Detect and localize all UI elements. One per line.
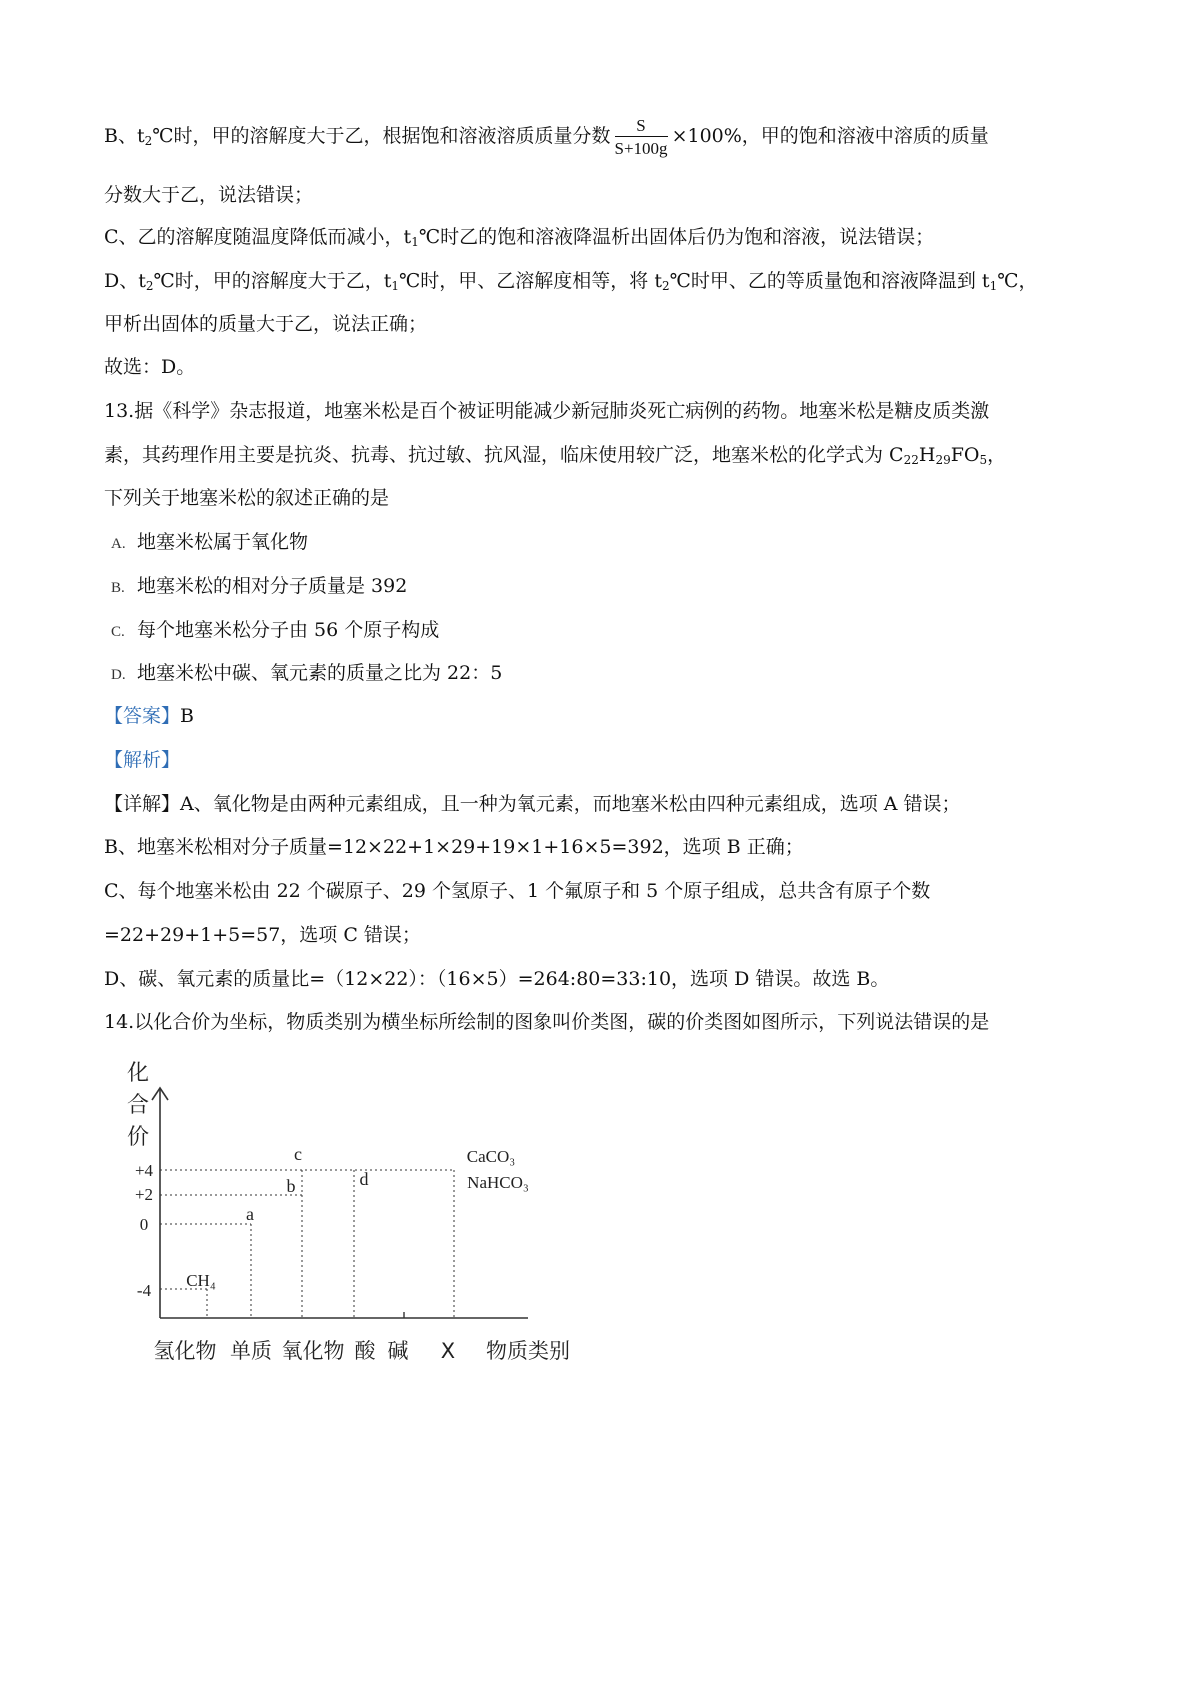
explanation-c-1: C、每个地塞米松由 22 个碳原子、29 个氢原子、1 个氟原子和 5 个原子组成，总共含有原子个数	[104, 880, 931, 902]
text: ℃时乙的饱和溶液降温析出固体后仍为饱和溶液，说法错误；	[418, 226, 935, 248]
point-label: b	[286, 1176, 296, 1196]
x-axis-label: 物质类别	[486, 1339, 570, 1363]
text: ℃时甲、乙的等质量饱和溶液降温到 t	[669, 270, 990, 292]
y-axis-label-char: 化	[126, 1061, 150, 1086]
point-label: d	[359, 1169, 369, 1189]
point-label: CaCO₃	[466, 1147, 516, 1166]
y-axis-label-char: 合	[126, 1093, 150, 1118]
subscript: 1	[989, 279, 998, 293]
subscript: 2	[144, 134, 153, 148]
option-letter: C.	[111, 624, 125, 640]
text: C、乙的溶解度随温度降低而减小，t	[104, 226, 412, 248]
point-label: CH₄	[186, 1271, 216, 1290]
text: ℃时，甲、乙溶解度相等，将 t	[399, 270, 662, 292]
x-category-label: 氢化物	[153, 1339, 217, 1363]
explanation-c-2: =22+29+1+5=57，选项 C 错误；	[104, 924, 421, 946]
subscript: 22	[903, 453, 919, 467]
x-category-label: 碱	[387, 1339, 409, 1363]
y-tick-label: +2	[134, 1185, 154, 1204]
x-category-label: 单质	[230, 1339, 272, 1363]
text: ℃时，甲的溶解度大于乙，根据饱和溶液溶质质量分数	[152, 125, 611, 147]
option-text: 每个地塞米松分子由 56 个原子构成	[137, 619, 440, 641]
explanation-d: D、碳、氧元素的质量比=（12×22）：（16×5）=264:80=33:10，选项 D 错误。故选 B。	[104, 968, 890, 990]
text: FO	[950, 444, 980, 466]
text: B、t	[104, 125, 145, 147]
subscript: 5	[979, 453, 988, 467]
y-tick-label: -4	[136, 1281, 152, 1300]
fraction-numerator: S	[615, 117, 668, 137]
point-label: NaHCO₃	[467, 1173, 529, 1192]
text: ℃，	[997, 270, 1038, 292]
analysis-line-d-cont: 甲析出固体的质量大于乙，说法正确；	[104, 313, 428, 335]
choice-line: 故选：D。	[104, 356, 196, 378]
subscript: 2	[661, 279, 670, 293]
explanation-b: B、地塞米松相对分子质量=12×22+1×29+19×1+16×5=392，选项 B 正确；	[104, 836, 804, 858]
option-letter: A.	[111, 536, 126, 552]
option-letter: D.	[111, 667, 126, 683]
analysis-line-b-cont: 分数大于乙，说法错误；	[104, 184, 314, 206]
point-label: a	[246, 1204, 254, 1224]
question-13-line-1: 13.据《科学》杂志报道，地塞米松是百个被证明能减少新冠肺炎死亡病例的药物。地塞米松是糖皮质类激	[104, 400, 990, 422]
y-tick-label: +4	[134, 1161, 154, 1180]
text: ℃时，甲的溶解度大于乙，t	[153, 270, 392, 292]
x-category-label: X	[440, 1339, 456, 1363]
y-tick-label: 0	[139, 1215, 149, 1234]
text: D、t	[104, 270, 146, 292]
y-axis-label-char: 价	[126, 1125, 150, 1150]
subscript: 2	[145, 279, 154, 293]
question-14-text: 14.以化合价为坐标，物质类别为横坐标所绘制的图象叫价类图，碳的价类图如图所示，下列说法错误的是	[104, 1011, 990, 1033]
answer-value: B	[180, 705, 194, 727]
text: ，	[987, 444, 1007, 466]
point-label: c	[294, 1144, 302, 1164]
detail-line: 【详解】A、氧化物是由两种元素组成，且一种为氧元素，而地塞米松由四种元素组成，选项 A 错误；	[104, 793, 961, 815]
option-text: 地塞米松中碳、氧元素的质量之比为 22：5	[137, 662, 503, 684]
option-text: 地塞米松属于氧化物	[137, 531, 309, 553]
question-13-line-3: 下列关于地塞米松的叙述正确的是	[104, 487, 390, 509]
option-letter: B.	[111, 580, 125, 596]
analysis-tag: 【解析】	[104, 749, 181, 771]
x-category-label: 氧化物	[281, 1339, 345, 1363]
x-category-label: 酸	[354, 1339, 376, 1363]
text: 素，其药理作用主要是抗炎、抗毒、抗过敏、抗风湿，临床使用较广泛，地塞米松的化学式为 C	[104, 444, 904, 466]
subscript: 1	[391, 279, 400, 293]
text: H	[918, 444, 936, 466]
answer-tag: 【答案】	[104, 705, 181, 727]
subscript: 29	[935, 453, 951, 467]
subscript: 1	[411, 235, 419, 249]
fraction-denominator: S+100g	[614, 139, 668, 158]
text: ×100%，甲的饱和溶液中溶质的质量	[671, 125, 989, 147]
option-text: 地塞米松的相对分子质量是 392	[137, 575, 408, 597]
